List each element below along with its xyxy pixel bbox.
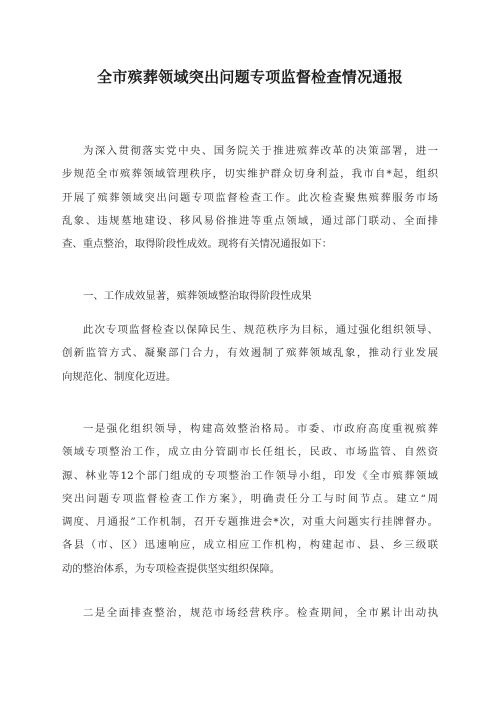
paragraph-organization: [62, 418, 438, 581]
paragraph-line: 开展了殡葬领域突出问题专项监督检查工作。此次检查聚焦殡葬服务市场: [62, 191, 438, 204]
paragraph-line: 二是全面排查整治，规范市场经营秩序。检查期间，全市累计出动执: [83, 607, 438, 619]
paragraph-line: 突出问题专项监督检查工作方案》，明确责任分工与时间节点。建立“周: [62, 492, 438, 505]
paragraph-line: 此次专项监督检查以保障民生、规范秩序为目标，通过强化组织领导、: [83, 324, 438, 336]
document-title: 全市殡葬领域突出问题专项监督检查情况通报: [96, 68, 403, 86]
paragraph-line: 一是强化组织领导，构建高效整治格局。市委、市政府高度重视殡葬: [83, 423, 438, 435]
paragraph-line: 领域专项整治工作，成立由分管副市长任组长，民政、市场监管、自然资: [62, 446, 438, 459]
paragraph-line: 创新监管方式、凝聚部门合力，有效遏制了殡葬领域乱象，推动行业发展: [62, 347, 438, 360]
paragraph-line: 源、林业等12个部门组成的专项整治工作领导小组，印发《全市殡葬领域: [62, 469, 438, 482]
section-heading-1: [62, 285, 438, 308]
paragraph-line: 步规范全市殡葬领域管理秩序，切实维护群众切身利益，我市自*起，组织: [62, 168, 438, 181]
paragraph-line: 动的整治体系，为专项检查提供坚实组织保障。: [62, 562, 281, 575]
section-heading-text: 一、工作成效显著，殡葬领域整治取得阶段性成果: [83, 290, 312, 302]
paragraph-line: 调度、月通报”工作机制，召开专题推进会*次，对重大问题实行挂牌督办。: [62, 516, 438, 529]
paragraph-inspection: [62, 602, 438, 625]
paragraph-line: 各县（市、区）迅速响应，成立相应工作机构，构建起市、县、乡三级联: [62, 539, 438, 552]
paragraph-line: 乱象、违规墓地建设、移风易俗推进等重点领域，通过部门联动、全面排: [62, 214, 438, 227]
paragraph-overview: [62, 319, 438, 389]
paragraph-line: 为深入贯彻落实党中央、国务院关于推进殡葬改革的决策部署，进一: [83, 145, 438, 157]
paragraph-line: 向规范化、制度化迈进。: [62, 370, 177, 383]
paragraph-line: 查、重点整治，取得阶段性成效。现将有关情况通报如下：: [62, 238, 333, 251]
paragraph-intro: [62, 140, 438, 256]
